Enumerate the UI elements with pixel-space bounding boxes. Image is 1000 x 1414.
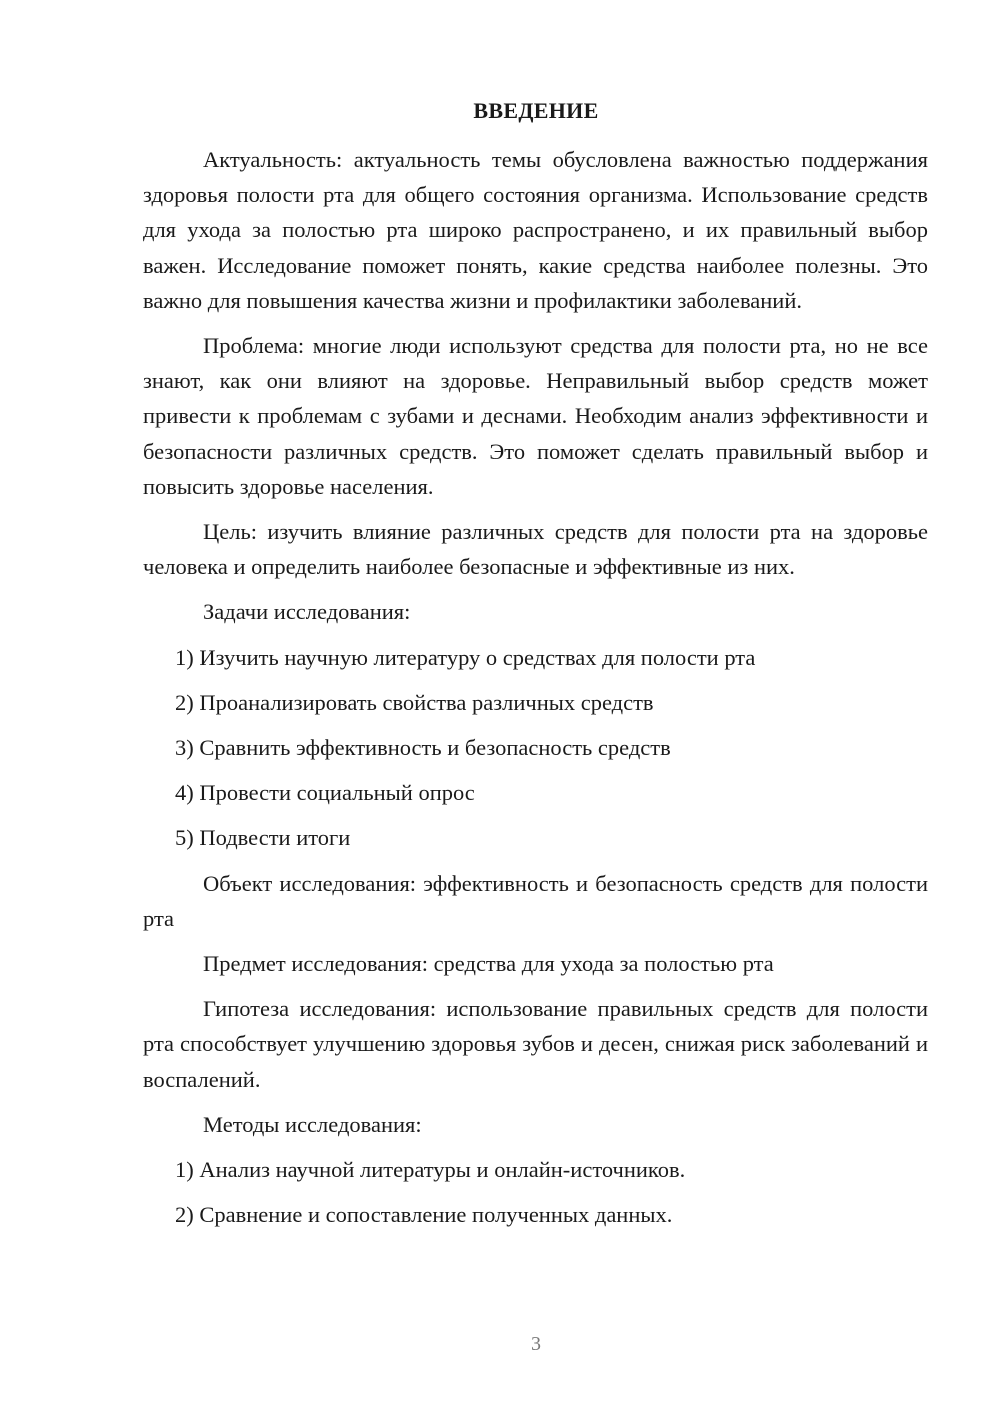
object-paragraph: Объект исследования: эффективность и безопасность средств для полости рта — [143, 870, 928, 931]
task-item: 2) Проанализировать свойства различных средств — [175, 689, 654, 715]
hypothesis-paragraph: Гипотеза исследования: использование правильных средств для полости рта способствует улучшению здоровья зубов и десен, снижая риск заболеваний и воспалений. — [143, 996, 928, 1092]
page-content — [143, 142, 928, 1242]
subject-paragraph: Предмет исследования: средства для ухода за полостью рта — [203, 951, 774, 977]
problem-paragraph: Проблема: многие люди используют средства для полости рта, но не все знают, как они влияют на здоровье. Неправильный выбор средств может привести к проблемам с зубами и деснами. Необходим анализ эффективности и безопасности различных средств. Это поможет сделать правильный выбор и повысить здоровье населения. — [143, 333, 928, 499]
task-item: 4) Провести социальный опрос — [175, 780, 475, 806]
tasks-heading: Задачи исследования: — [203, 599, 411, 625]
relevance-paragraph: Актуальность: актуальность темы обусловлена важностью поддержания здоровья полости рта для общего состояния организма. Использование средств для ухода за полостью рта широко распространено, и их правильный выбор важен. Исследование поможет понять, какие средства наиболее полезны. Это важно для повышения качества жизни и профилактики заболеваний. — [143, 147, 928, 313]
task-item: 5) Подвести итоги — [175, 825, 351, 851]
method-item: 2) Сравнение и сопоставление полученных данных. — [175, 1202, 673, 1228]
task-item: 1) Изучить научную литературу о средствах для полости рта — [175, 644, 756, 670]
page-title: ВВЕДЕНИЕ — [473, 98, 599, 123]
method-item: 1) Анализ научной литературы и онлайн-источников. — [175, 1157, 686, 1183]
task-item: 3) Сравнить эффективность и безопасность средств — [175, 735, 671, 761]
goal-paragraph: Цель: изучить влияние различных средств для полости рта на здоровье человека и определить наиболее безопасные и эффективные из них. — [143, 519, 928, 580]
page-number: 3 — [531, 1333, 541, 1355]
methods-heading: Методы исследования: — [203, 1111, 422, 1137]
